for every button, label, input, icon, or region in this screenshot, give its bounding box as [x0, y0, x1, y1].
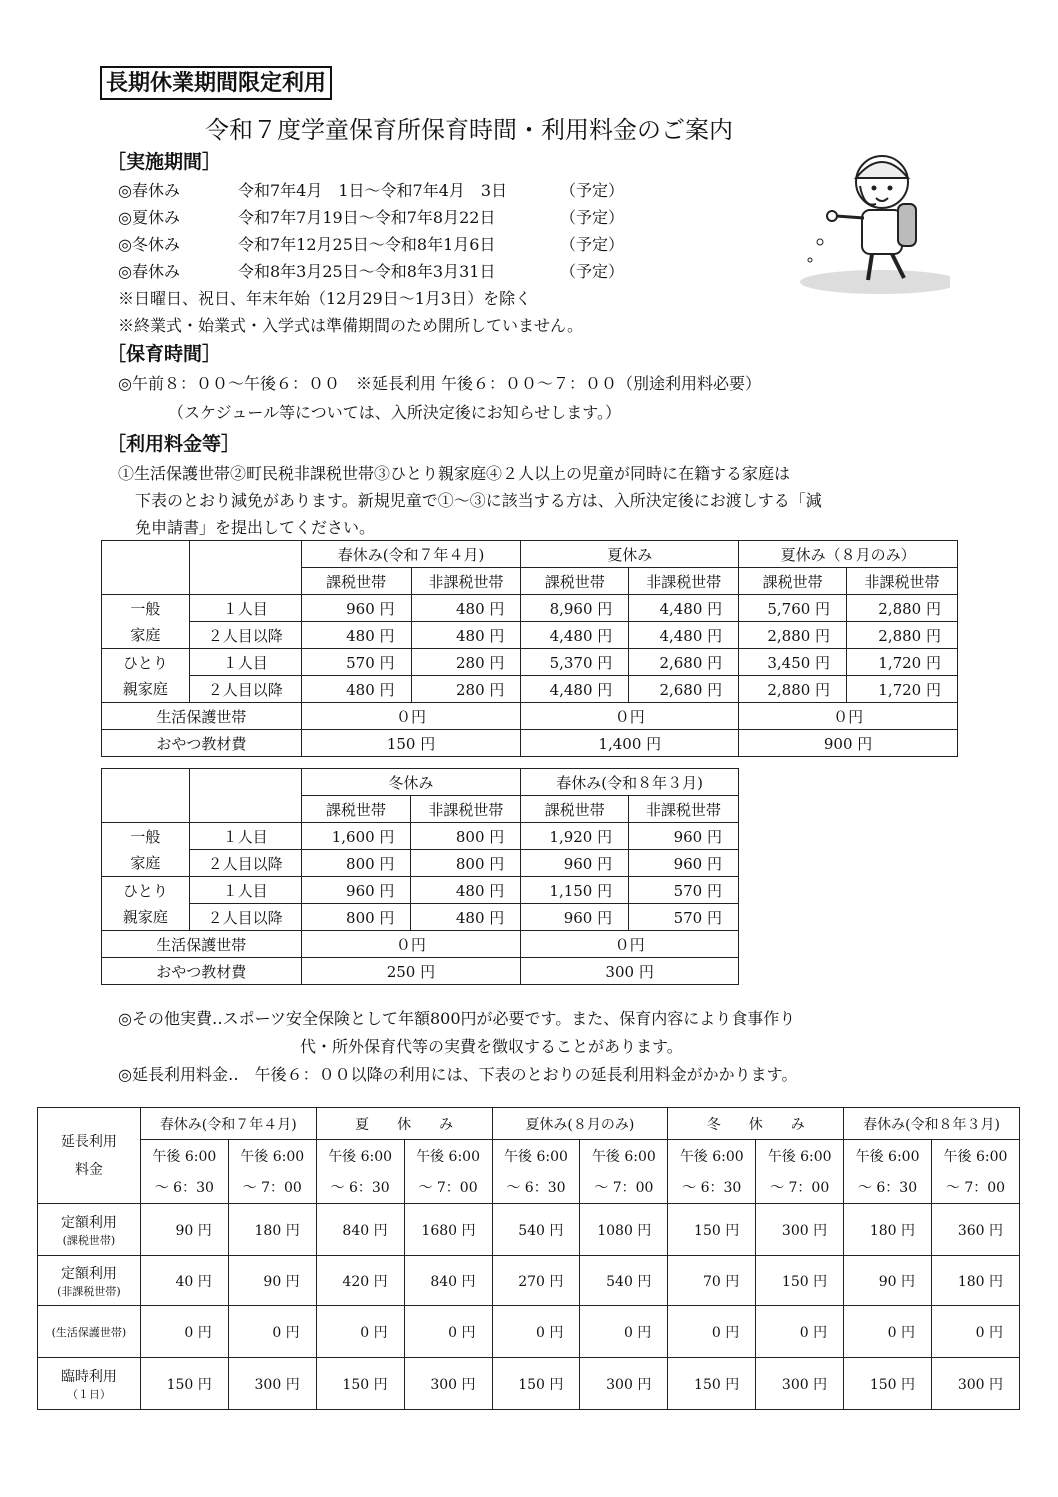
table-cell [102, 769, 190, 823]
period-winter: ◎冬休み 令和7年12月25日～令和8年1月6日 （予定） [118, 235, 625, 254]
table-cell: 0 円 [140, 1306, 228, 1358]
table-cell: 150 円 [316, 1358, 404, 1410]
table-cell: 課税世帯 [301, 796, 411, 823]
row-group-general: 一般 家庭 [102, 595, 190, 649]
table-cell: ～ 6：30 [668, 1172, 756, 1204]
table-row [102, 931, 739, 958]
table-cell: 960 円 [301, 877, 411, 904]
table-cell: 90 円 [844, 1256, 932, 1306]
table-cell: 1,600 円 [301, 823, 411, 850]
table-cell: ０円 [521, 703, 739, 730]
table-cell: 480 円 [411, 595, 521, 622]
table-cell: 300 円 [404, 1358, 492, 1410]
table-cell: 360 円 [932, 1204, 1020, 1256]
header-ext-spring-2026: 春休み(令和８年３月) [844, 1108, 1020, 1140]
table-cell [189, 541, 301, 595]
table-cell: 臨時利用 （１日） [38, 1358, 141, 1410]
table-cell: ～ 7：00 [932, 1172, 1020, 1204]
table-cell: 2,880 円 [847, 622, 958, 649]
table-cell: 150 円 [668, 1204, 756, 1256]
table-cell: 570 円 [629, 904, 739, 931]
table-cell: 0 円 [228, 1306, 316, 1358]
table-cell: 150 円 [492, 1358, 580, 1410]
table-cell: 480 円 [411, 622, 521, 649]
table-cell: 非課税世帯 [411, 796, 521, 823]
table-cell: 960 円 [521, 850, 629, 877]
fee-para-line1: ①生活保護世帯②町民税非課税世帯③ひとり親家庭④２人以上の児童が同時に在籍する家庭は [118, 464, 791, 483]
table-cell: 800 円 [301, 850, 411, 877]
table-cell: 280 円 [411, 649, 521, 676]
header-spring-2026: 春休み(令和８年３月) [521, 769, 739, 796]
row-group-single: ひとり 親家庭 [102, 649, 190, 703]
table-cell: 960 円 [301, 595, 411, 622]
table-cell: ２人目以降 [189, 676, 301, 703]
table-cell: 0 円 [404, 1306, 492, 1358]
other-cost-line1: ◎その他実費‥スポーツ安全保険として年額800円が必要です。また、保育内容により食事作り [118, 1009, 796, 1028]
header-tag: 長期休業期間限定利用 [100, 66, 332, 100]
table-row [102, 958, 739, 985]
table-cell: 4,480 円 [629, 622, 739, 649]
period-note-holidays: ※日曜日、祝日、年末年始（12月29日～1月3日）を除く [118, 289, 532, 308]
table-row [102, 595, 958, 622]
table-cell: 0 円 [668, 1306, 756, 1358]
table-cell: 1,400 円 [521, 730, 739, 757]
table-cell: ～ 7：00 [580, 1172, 668, 1204]
table-cell: 0 円 [316, 1306, 404, 1358]
table-cell: 150 円 [301, 730, 521, 757]
corner-extension-fee: 延長利用 料金 [38, 1108, 141, 1204]
section-period-heading: ［実施期間］ [107, 151, 222, 173]
fee-table-winter-spring [101, 768, 739, 985]
table-cell: 1,920 円 [521, 823, 629, 850]
table-cell: 840 円 [404, 1256, 492, 1306]
table-cell: 午後 6:00 [316, 1140, 404, 1172]
table-cell: 800 円 [301, 904, 411, 931]
table-cell: 生活保護世帯 [102, 931, 302, 958]
table-cell: 3,450 円 [739, 649, 847, 676]
table-cell: ～ 6：30 [492, 1172, 580, 1204]
table-cell: 300 円 [521, 958, 739, 985]
period-list [118, 180, 624, 337]
header-taxed: 課税世帯 [521, 568, 629, 595]
table-cell: 570 円 [629, 877, 739, 904]
table-cell: 270 円 [492, 1256, 580, 1306]
table-cell: 8,960 円 [521, 595, 629, 622]
table-cell: 150 円 [140, 1358, 228, 1410]
table-cell: ０円 [739, 703, 958, 730]
table-cell: 0 円 [580, 1306, 668, 1358]
extension-fee-table [37, 1107, 1020, 1410]
table-row [102, 622, 958, 649]
table-cell: 70 円 [668, 1256, 756, 1306]
page-title: 令和７度学童保育所保育時間・利用料金のご案内 [205, 116, 733, 144]
table-cell: ２人目以降 [189, 622, 301, 649]
table-cell: 1680 円 [404, 1204, 492, 1256]
child-running-illustration [780, 142, 950, 302]
table-cell: ～ 7：00 [404, 1172, 492, 1204]
table-cell: 午後 6:00 [932, 1140, 1020, 1172]
fee-para-line2: 下表のとおり減免があります。新規児童で①～③に該当する方は、入所決定後にお渡しする「減 [135, 491, 822, 510]
table-cell: 0 円 [756, 1306, 844, 1358]
table-row [102, 850, 739, 877]
table-cell: １人目 [189, 649, 301, 676]
table-cell: 280 円 [411, 676, 521, 703]
table-row [102, 703, 958, 730]
table-cell: 90 円 [228, 1256, 316, 1306]
table-cell: 420 円 [316, 1256, 404, 1306]
header-summer-august: 夏休み（８月のみ） [739, 541, 958, 568]
table-cell: 2,880 円 [847, 595, 958, 622]
table-cell: 4,480 円 [629, 595, 739, 622]
header-winter: 冬休み [301, 769, 521, 796]
table-row [102, 877, 739, 904]
header-ext-summer: 夏 休 み [316, 1108, 492, 1140]
table-row [38, 1256, 1020, 1306]
table-cell: (生活保護世帯) [38, 1306, 141, 1358]
table-cell: ～ 6：30 [140, 1172, 228, 1204]
table-cell: 150 円 [756, 1256, 844, 1306]
table-cell: 40 円 [140, 1256, 228, 1306]
table-cell: 900 円 [739, 730, 958, 757]
table-cell: 800 円 [411, 823, 521, 850]
table-cell: 540 円 [492, 1204, 580, 1256]
table-cell: ２人目以降 [189, 850, 301, 877]
table-cell: 0 円 [492, 1306, 580, 1358]
table-row [102, 904, 739, 931]
period-spring-2025: ◎春休み 令和7年4月 1日～令和7年4月 3日 （予定） [118, 181, 625, 200]
table-cell: ０円 [301, 703, 521, 730]
table-cell: 300 円 [228, 1358, 316, 1410]
table-cell: 800 円 [411, 850, 521, 877]
table-cell: 2,880 円 [739, 622, 847, 649]
fee-para-line3: 免申請書」を提出してください。 [135, 518, 376, 537]
row-group-single: ひとり 親家庭 [102, 877, 190, 931]
table-cell: 5,370 円 [521, 649, 629, 676]
header-nontaxed: 非課税世帯 [411, 568, 521, 595]
table-cell: 課税世帯 [521, 796, 629, 823]
table-cell: 180 円 [228, 1204, 316, 1256]
table-cell: ０円 [521, 931, 739, 958]
table-cell: 960 円 [521, 904, 629, 931]
hours-note: （スケジュール等については、入所決定後にお知らせします。） [168, 403, 621, 422]
table-cell: 300 円 [756, 1358, 844, 1410]
table-cell: 300 円 [932, 1358, 1020, 1410]
table-row [38, 1204, 1020, 1256]
header-nontaxed: 非課税世帯 [847, 568, 958, 595]
table-cell: 午後 6:00 [580, 1140, 668, 1172]
table-row [102, 730, 958, 757]
header-ext-spring-2025: 春休み(令和７年４月) [140, 1108, 316, 1140]
table-cell: 180 円 [844, 1204, 932, 1256]
table-cell: 570 円 [301, 649, 411, 676]
row-group-general: 一般 家庭 [102, 823, 190, 877]
table-cell: 2,880 円 [739, 676, 847, 703]
table-cell: 午後 6:00 [756, 1140, 844, 1172]
other-cost-line2: 代・所外保育代等の実費を徴収することがあります。 [300, 1037, 683, 1056]
table-cell: 午後 6:00 [228, 1140, 316, 1172]
table-cell: 午後 6:00 [668, 1140, 756, 1172]
table-cell: 480 円 [411, 904, 521, 931]
table-cell: 定額利用 (非課税世帯) [38, 1256, 141, 1306]
table-cell [189, 769, 301, 823]
table-cell: 150 円 [668, 1358, 756, 1410]
table-cell: 生活保護世帯 [102, 703, 302, 730]
table-cell: １人目 [189, 877, 301, 904]
table-cell: 960 円 [629, 823, 739, 850]
header-taxed: 課税世帯 [301, 568, 411, 595]
table-cell: 1,720 円 [847, 676, 958, 703]
table-cell: 2,680 円 [629, 676, 739, 703]
section-fee-heading: ［利用料金等］ [107, 433, 241, 455]
header-ext-summer-august: 夏休み(８月のみ) [492, 1108, 668, 1140]
table-cell: 300 円 [580, 1358, 668, 1410]
table-cell: ～ 6：30 [844, 1172, 932, 1204]
table-cell: 480 円 [301, 622, 411, 649]
table-cell: 1,720 円 [847, 649, 958, 676]
table-cell: ２人目以降 [189, 904, 301, 931]
table-cell: おやつ教材費 [102, 958, 302, 985]
header-taxed: 課税世帯 [739, 568, 847, 595]
table-cell: 540 円 [580, 1256, 668, 1306]
table-cell: 1,150 円 [521, 877, 629, 904]
table-cell: 180 円 [932, 1256, 1020, 1306]
table-row [102, 676, 958, 703]
table-cell: １人目 [189, 823, 301, 850]
table-cell: 午後 6:00 [492, 1140, 580, 1172]
table-cell: ～ 6：30 [316, 1172, 404, 1204]
table-cell: ０円 [301, 931, 521, 958]
table-cell: 1080 円 [580, 1204, 668, 1256]
table-cell: 4,480 円 [521, 622, 629, 649]
table-cell: １人目 [189, 595, 301, 622]
table-cell: 定額利用 (課税世帯) [38, 1204, 141, 1256]
table-cell: 150 円 [844, 1358, 932, 1410]
period-summer: ◎夏休み 令和7年7月19日～令和7年8月22日 （予定） [118, 208, 625, 227]
table-cell: ～ 7：00 [756, 1172, 844, 1204]
table-cell: 午後 6:00 [404, 1140, 492, 1172]
table-cell: 2,680 円 [629, 649, 739, 676]
header-summer: 夏休み [521, 541, 739, 568]
table-row [38, 1306, 1020, 1358]
table-cell: 0 円 [932, 1306, 1020, 1358]
section-hours-heading: ［保育時間］ [107, 343, 222, 365]
table-cell: 840 円 [316, 1204, 404, 1256]
table-cell: 90 円 [140, 1204, 228, 1256]
table-cell: 非課税世帯 [629, 796, 739, 823]
hours-line: ◎午前８：００～午後６：００ ※延長利用 午後６：００～７：００（別途利用料必要） [118, 374, 762, 393]
table-row [102, 649, 958, 676]
table-cell: 480 円 [301, 676, 411, 703]
table-cell: 250 円 [301, 958, 521, 985]
table-cell: おやつ教材費 [102, 730, 302, 757]
table-cell: 4,480 円 [521, 676, 629, 703]
header-spring-2025: 春休み(令和７年４月) [301, 541, 521, 568]
table-cell: 480 円 [411, 877, 521, 904]
table-cell: 5,760 円 [739, 595, 847, 622]
table-cell [102, 541, 190, 595]
table-cell: 960 円 [629, 850, 739, 877]
table-row [38, 1358, 1020, 1410]
header-ext-winter: 冬 休 み [668, 1108, 844, 1140]
extension-fee-line: ◎延長利用料金‥ 午後６：００以降の利用には、下表のとおりの延長利用料金がかかります。 [118, 1065, 798, 1084]
table-cell: 午後 6:00 [140, 1140, 228, 1172]
table-row [102, 823, 739, 850]
header-nontaxed: 非課税世帯 [629, 568, 739, 595]
table-cell: 0 円 [844, 1306, 932, 1358]
table-cell: 午後 6:00 [844, 1140, 932, 1172]
table-cell: ～ 7：00 [228, 1172, 316, 1204]
period-spring-2026: ◎春休み 令和8年3月25日～令和8年3月31日 （予定） [118, 262, 625, 281]
period-note-ceremony: ※終業式・始業式・入学式は準備期間のため開所していません。 [118, 316, 583, 335]
fee-table-spring-summer [101, 540, 958, 757]
table-cell: 300 円 [756, 1204, 844, 1256]
